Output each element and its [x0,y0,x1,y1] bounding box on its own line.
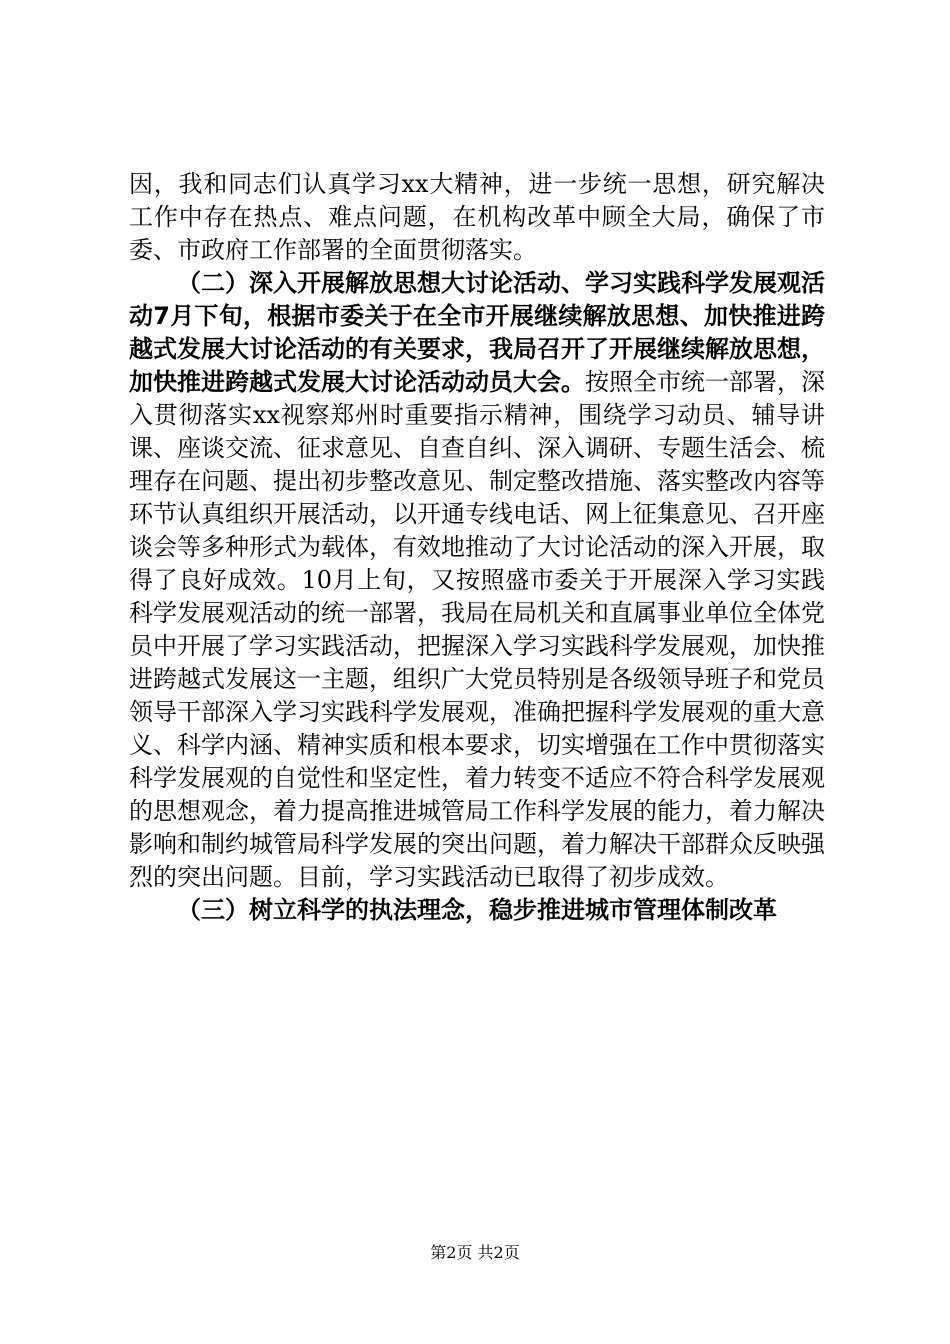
section-two-body: 按照全市统一部署，深入贯彻落实xx视察郑州时重要指示精神，围绕学习动员、辅导讲课、座谈交流、征求意见、自查自纠、深入调研、专题生活会、梳理存在问题、提出初步整改意见、制定整改措施、落实整改内容等环节认真组织开展活动，以开通专线电话、网上征集意见、召开座谈会等多种形式为载体，有效地推动了大讨论活动的深入开展，取得了良好成效。10月上旬，又按照盛市委关于开展深入学习实践科学发展观活动的统一部署，我局在局机关和直属事业单位全体党员中开展了学习实践活动，把握深入学习实践科学发展观，加快推进跨越式发展这一主题，组织广大党员特别是各级领导班子和党员领导干部深入学习实践科学发展观，准确把握科学发展观的重大意义、科学内涵、精神实质和根本要求，切实增强在工作中贯彻落实科学发展观的自觉性和坚定性，着力转变不适应不符合科学发展观的思想观念，着力提高推进城管局工作科学发展的能力，着力解决影响和制约城管局科学发展的突出问题，着力解决干部群众反映强烈的突出问题。目前，学习实践活动已取得了初步成效。 [129,368,825,891]
page-footer: 第2页 共2页 [430,1243,520,1262]
section-three-heading: （三）树立科学的执法理念，稳步推进城市管理体制改革 [177,896,777,924]
paragraph-section-two [129,267,825,894]
document-body [129,168,825,927]
section-two-heading: （二）深入开展解放思想大讨论活动、学习实践科学发展观活动7月下旬，根据市委关于在全市开展继续解放思想、加快推进跨越式发展大讨论活动的有关要求，我局召开了开展继续解放思想，加快推进跨越式发展大讨论活动动员大会。 [129,269,825,396]
paragraph-continuation: 因，我和同志们认真学习xx大精神，进一步统一思想，研究解决工作中存在热点、难点问题，在机构改革中顾全大局，确保了市委、市政府工作部署的全面贯彻落实。 [129,170,825,264]
